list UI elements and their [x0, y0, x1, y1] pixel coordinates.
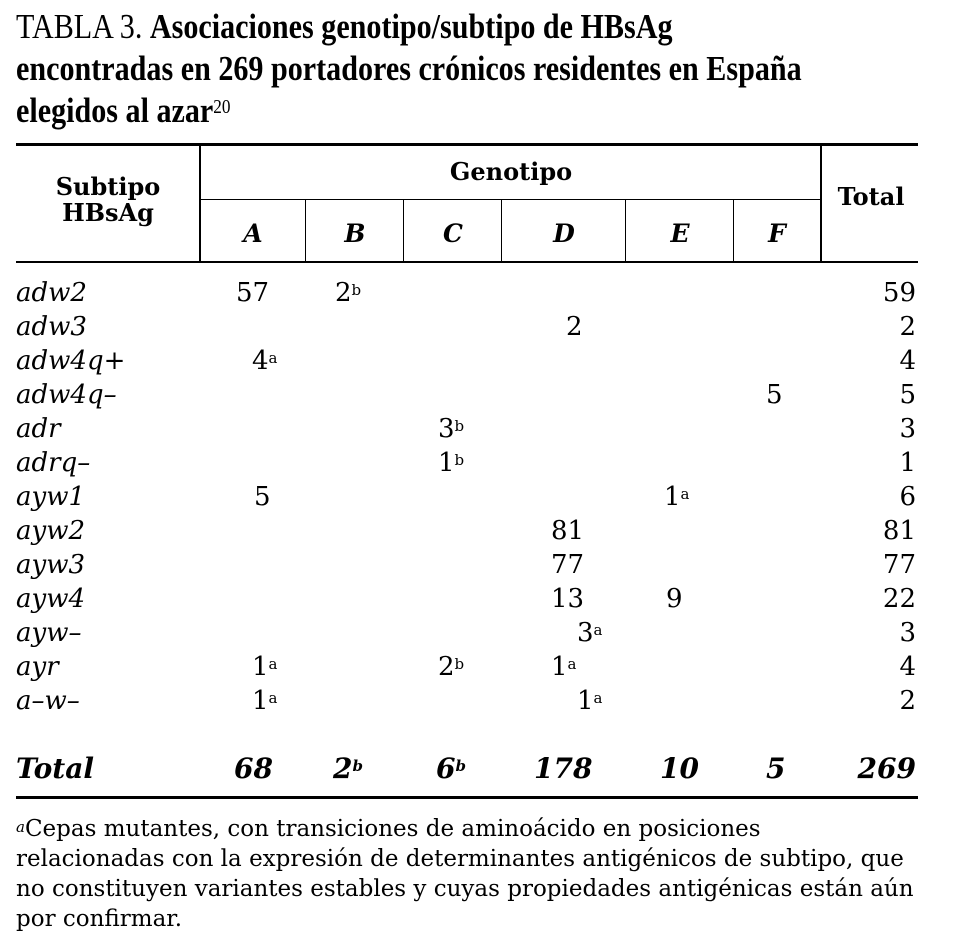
cell-total: 81 [882, 516, 916, 546]
subtipo-header-line2: HBsAg [62, 198, 154, 227]
row-label: ayw4 [16, 584, 85, 614]
cell-total: 4 [899, 346, 916, 376]
row-label: adrq– [16, 448, 91, 478]
genotype-header-a: A [243, 219, 263, 248]
cell-a: 1$^a$ [252, 652, 278, 682]
cell-a: 1$^a$ [252, 686, 278, 716]
row-label: adw4q– [16, 380, 117, 410]
cell-e: 9 [666, 584, 683, 614]
row-label: ayw3 [16, 550, 85, 580]
subtipo-header-line1: Subtipo [55, 172, 161, 201]
cell-total: 2 [899, 686, 916, 716]
total-c: 6$^b$ [436, 752, 466, 785]
footnote-text: Cepas mutantes, con transiciones de aminoácido en posiciones relacionadas con la expresión de determinantes antigénicos de subtipo, que no constituyen variantes estables y cuyas propiedades antigénicas están aún por confirmar. [16, 816, 914, 932]
genotype-header-b: B [344, 219, 366, 248]
cell-a: 57 [236, 278, 270, 308]
cell-c: 3$^b$ [438, 414, 465, 444]
cell-d: 1$^a$ [551, 652, 577, 682]
footnote-marker: a [16, 818, 25, 836]
title-text-line-3: elegidos al azar [16, 91, 214, 130]
cell-total: 5 [899, 380, 916, 410]
table-title [16, 6, 833, 132]
bottom-rule [16, 796, 918, 799]
genotype-header-c: C [443, 219, 463, 248]
cell-d: 1$^a$ [577, 686, 603, 716]
total-a: 68 [234, 752, 273, 785]
title-text-line-2: encontradas en 269 portadores crónicos residentes en España [16, 49, 802, 88]
cell-c: 2$^b$ [438, 652, 465, 682]
cell-total: 3 [899, 414, 916, 444]
cell-total: 59 [882, 278, 916, 308]
total-e: 10 [660, 752, 699, 785]
cell-total: 4 [899, 652, 916, 682]
row-label: adw4q+ [16, 346, 126, 376]
header-bottom-rule [16, 261, 918, 263]
cell-d: 2 [566, 312, 583, 342]
cell-d: 81 [551, 516, 585, 546]
row-label: adw2 [16, 278, 87, 308]
cell-f: 5 [766, 380, 783, 410]
cell-total: 3 [899, 618, 916, 648]
title-text-line-1: Asociaciones genotipo/subtipo de HBsAg [149, 7, 673, 46]
title-line-1 [16, 6, 833, 48]
genotype-header-f: F [768, 219, 786, 248]
cell-d: 13 [551, 584, 585, 614]
cell-d: 3$^a$ [577, 618, 603, 648]
row-label: adw3 [16, 312, 87, 342]
row-label: ayw2 [16, 516, 85, 546]
genotype-header-d: D [553, 219, 575, 248]
genotype-header-e: E [670, 219, 690, 248]
row-label: a–w– [16, 686, 80, 716]
cell-total: 77 [882, 550, 916, 580]
cell-a: 5 [254, 482, 271, 512]
row-label: ayw– [16, 618, 82, 648]
top-rule [16, 143, 918, 146]
genotipo-header: Genotipo [449, 157, 573, 186]
title-reference: 20 [213, 96, 231, 118]
cell-b: 2$^b$ [335, 278, 362, 308]
cell-total: 6 [899, 482, 916, 512]
total-f: 5 [766, 752, 786, 785]
row-label: adr [16, 414, 61, 444]
total-header: Total [837, 182, 905, 211]
cell-total: 22 [882, 584, 916, 614]
total-b: 2$^b$ [333, 752, 363, 785]
total-d: 178 [534, 752, 593, 785]
cell-total: 1 [899, 448, 916, 478]
totals-label: Total [16, 752, 95, 785]
subtipo-header [16, 172, 200, 228]
cell-d: 77 [551, 550, 585, 580]
cell-e: 1$^a$ [664, 482, 690, 512]
cell-total: 2 [899, 312, 916, 342]
title-line-3 [16, 90, 833, 132]
row-label: ayr [16, 652, 59, 682]
total-grand: 269 [857, 752, 916, 785]
footnote [16, 814, 916, 934]
cell-c: 1$^b$ [438, 448, 465, 478]
genotipo-underline [200, 199, 822, 200]
row-label: ayw1 [16, 482, 85, 512]
cell-a: 4$^a$ [252, 346, 278, 376]
table-label: TABLA 3. [16, 7, 143, 46]
